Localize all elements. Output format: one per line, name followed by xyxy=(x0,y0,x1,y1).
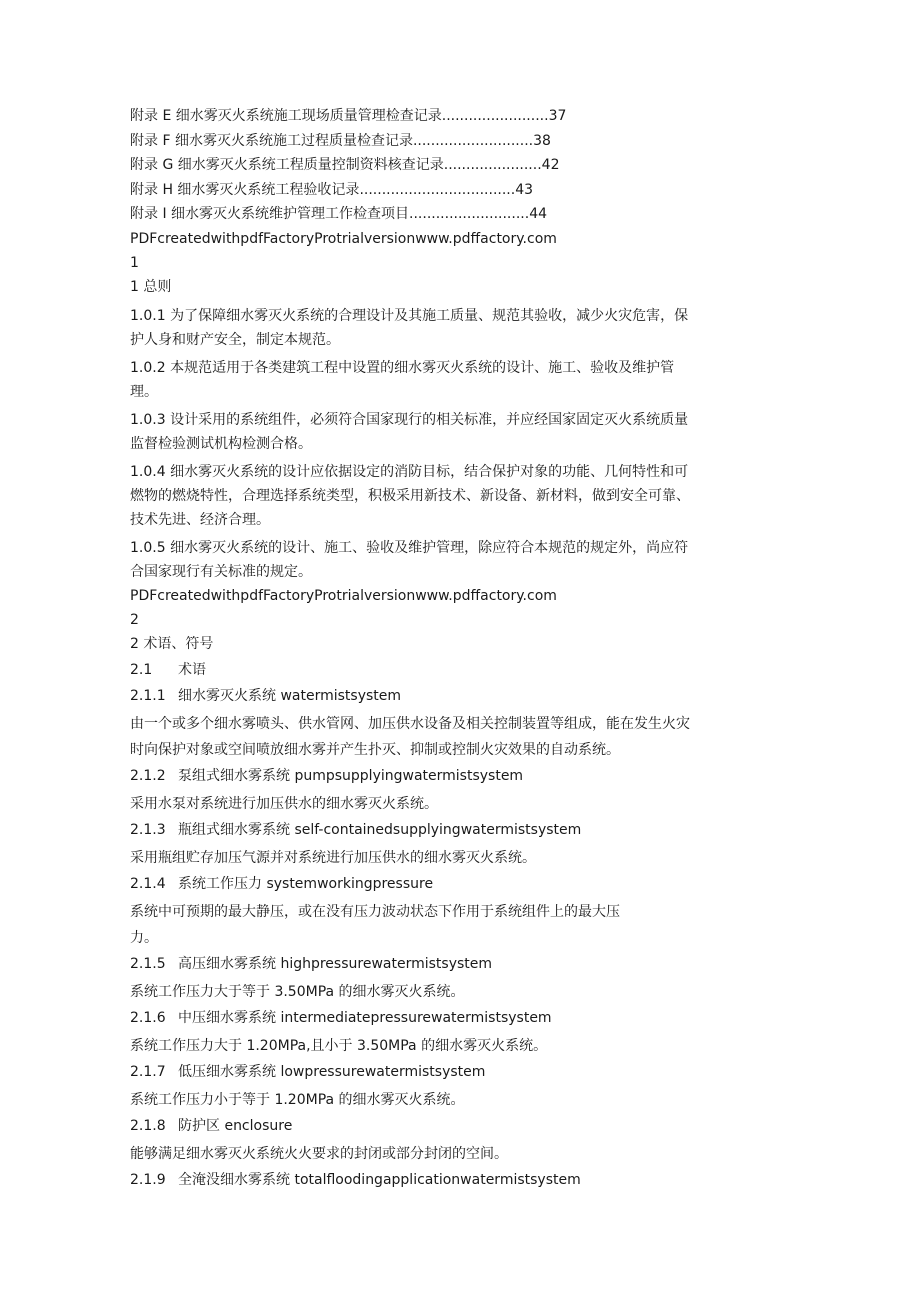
paragraph-line: 1.0.2 本规范适用于各类建筑工程中设置的细水雾灭火系统的设计、施工、验收及维护管 xyxy=(130,359,675,376)
definition-line: 能够满足细水雾灭火系统火火要求的封闭或部分封闭的空间。 xyxy=(130,1145,508,1162)
toc-entry[interactable] xyxy=(130,202,780,227)
toc-dots: ........................ xyxy=(441,108,549,124)
section-code: 2.1 xyxy=(130,661,153,678)
paragraph-line: 监督检验测试机构检测合格。 xyxy=(130,435,312,452)
clause-paragraph xyxy=(130,460,780,532)
definition-line: 由一个或多个细水雾喷头、供水管网、加压供水设备及相关控制装置等组成，能在发生火灾 xyxy=(130,715,690,732)
definition-line: 采用瓶组贮存加压气源并对系统进行加压供水的细水雾灭火系统。 xyxy=(130,849,536,866)
definition-line: 系统工作压力小于等于 1.20MPa 的细水雾灭火系统。 xyxy=(130,1091,465,1108)
toc-label: 附录 F 细水雾灭火系统施工过程质量检查记录 xyxy=(130,132,413,149)
toc-label: 附录 I 细水雾灭火系统维护管理工作检查项目 xyxy=(130,206,410,223)
page-number: 2 xyxy=(130,611,139,628)
term-heading xyxy=(130,1167,780,1193)
toc-label: 附录 H 细水雾灭火系统工程验收记录 xyxy=(130,181,360,198)
term-heading xyxy=(130,683,780,709)
term-code: 2.1.7 xyxy=(130,1063,166,1080)
section-heading xyxy=(130,657,780,683)
term-definition xyxy=(130,1141,780,1167)
term-name: 低压细水雾系统 lowpressurewatermistsystem xyxy=(178,1063,486,1080)
term-code: 2.1.8 xyxy=(130,1117,166,1134)
paragraph-line: 1.0.3 设计采用的系统组件，必须符合国家现行的相关标准，并应经国家固定灭火系统质量 xyxy=(130,411,689,428)
page-number: 1 xyxy=(130,254,139,271)
document-page xyxy=(130,104,780,1193)
term-definition xyxy=(130,845,780,871)
definition-line: 系统工作压力大于 1.20MPa,且小于 3.50MPa 的细水雾灭火系统。 xyxy=(130,1037,548,1054)
term-code: 2.1.6 xyxy=(130,1009,166,1026)
pdf-footer: PDFcreatedwithpdfFactoryProtrialversionwww.pdffactory.com xyxy=(130,230,557,247)
term-code: 2.1.2 xyxy=(130,767,166,784)
chapter-title: 2 术语、符号 xyxy=(130,635,214,652)
paragraph-line: 1.0.1 为了保障细水雾灭火系统的合理设计及其施工质量、规范其验收，减少火灾危害，保 xyxy=(130,307,689,324)
toc-dots: ...................... xyxy=(443,157,542,174)
definition-line: 系统中可预期的最大静压，或在没有压力波动状态下作用于系统组件上的最大压 xyxy=(130,903,620,920)
toc-dots: ........................... xyxy=(409,206,530,223)
term-definition xyxy=(130,899,780,951)
section-title: 术语 xyxy=(178,661,206,678)
clause-paragraph xyxy=(130,408,780,456)
term-name: 中压细水雾系统 intermediatepressurewatermistsystem xyxy=(178,1009,552,1026)
paragraph-line: 技术先进、经济合理。 xyxy=(130,511,270,528)
toc-entry[interactable] xyxy=(130,129,780,154)
paragraph-line: 合国家现行有关标准的规定。 xyxy=(130,563,312,580)
toc-page: 44 xyxy=(529,206,548,223)
term-name: 细水雾灭火系统 watermistsystem xyxy=(178,687,402,704)
term-heading xyxy=(130,763,780,789)
term-heading xyxy=(130,1005,780,1031)
term-name: 泵组式细水雾系统 pumpsupplyingwatermistsystem xyxy=(178,767,524,784)
toc-entry[interactable] xyxy=(130,153,780,178)
toc-label: 附录 G 细水雾灭火系统工程质量控制资料核查记录 xyxy=(130,157,444,174)
term-heading xyxy=(130,1113,780,1139)
term-name: 系统工作压力 systemworkingpressure xyxy=(178,875,434,892)
definition-line: 采用水泵对系统进行加压供水的细水雾灭火系统。 xyxy=(130,795,438,812)
toc-label: 附录 E 细水雾灭火系统施工现场质量管理检查记录 xyxy=(130,108,442,124)
pdf-footer: PDFcreatedwithpdfFactoryProtrialversionwww.pdffactory.com xyxy=(130,587,557,604)
term-definition xyxy=(130,979,780,1005)
toc-page: 38 xyxy=(533,132,551,149)
term-name: 全淹没细水雾系统 totalfloodingapplicationwatermistsystem xyxy=(178,1171,581,1188)
term-heading xyxy=(130,817,780,843)
term-code: 2.1.3 xyxy=(130,821,166,838)
term-code: 2.1.9 xyxy=(130,1171,166,1188)
toc-page: 42 xyxy=(541,157,560,174)
term-code: 2.1.4 xyxy=(130,875,166,892)
term-heading xyxy=(130,951,780,977)
definition-line: 时向保护对象或空间喷放细水雾并产生扑灭、抑制或控制火灾效果的自动系统。 xyxy=(130,741,620,758)
toc-entry[interactable] xyxy=(130,104,780,129)
term-code: 2.1.1 xyxy=(130,687,166,704)
clause-paragraph xyxy=(130,304,780,352)
toc-page: 43 xyxy=(515,181,534,198)
term-definition xyxy=(130,1087,780,1113)
toc-page: 37 xyxy=(548,108,567,124)
paragraph-line: 燃物的燃烧特性，合理选择系统类型，积极采用新技术、新设备、新材料，做到安全可靠、 xyxy=(130,487,690,504)
clause-paragraph xyxy=(130,356,780,404)
definition-line: 力。 xyxy=(130,929,158,946)
paragraph-line: 理。 xyxy=(130,383,158,400)
toc-entry[interactable] xyxy=(130,178,780,203)
toc xyxy=(130,104,780,227)
term-name: 高压细水雾系统 highpressurewatermistsystem xyxy=(178,955,493,972)
toc-dots: ................................... xyxy=(359,181,516,198)
term-heading xyxy=(130,871,780,897)
paragraph-line: 1.0.5 细水雾灭火系统的设计、施工、验收及维护管理，除应符合本规范的规定外，尚应符 xyxy=(130,539,689,556)
term-heading xyxy=(130,1059,780,1085)
paragraph-line: 护人身和财产安全，制定本规范。 xyxy=(130,331,340,348)
paragraph-line: 1.0.4 细水雾灭火系统的设计应依据设定的消防目标，结合保护对象的功能、几何特性和可 xyxy=(130,463,689,480)
chapter-title: 1 总则 xyxy=(130,278,172,295)
term-definition xyxy=(130,1033,780,1059)
toc-dots: ........................... xyxy=(412,132,534,149)
term-definition xyxy=(130,791,780,817)
term-code: 2.1.5 xyxy=(130,955,166,972)
definition-line: 系统工作压力大于等于 3.50MPa 的细水雾灭火系统。 xyxy=(130,983,465,1000)
clause-paragraph xyxy=(130,536,780,584)
term-definition xyxy=(130,711,780,763)
term-name: 瓶组式细水雾系统 self-containedsupplyingwatermistsystem xyxy=(178,821,582,838)
term-name: 防护区 enclosure xyxy=(178,1117,293,1134)
